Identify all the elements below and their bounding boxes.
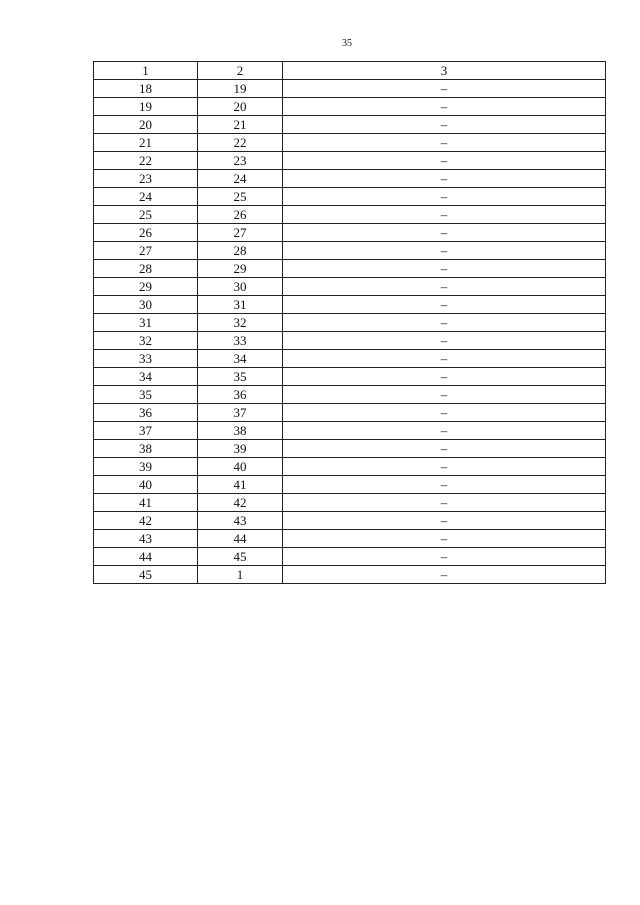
table-cell-col-3: –: [283, 548, 606, 566]
table-cell-col-3: –: [283, 566, 606, 584]
header-cell-col-3: 3: [283, 62, 606, 80]
table-cell-col-1: 18: [94, 80, 198, 98]
table-cell-col-3: –: [283, 188, 606, 206]
table-cell-col-2: 34: [198, 350, 283, 368]
table-cell-col-1: 34: [94, 368, 198, 386]
table-cell-col-2: 38: [198, 422, 283, 440]
table-cell-col-2: 36: [198, 386, 283, 404]
table-cell-col-3: –: [283, 440, 606, 458]
table-cell-col-3: –: [283, 422, 606, 440]
table-cell-col-2: 26: [198, 206, 283, 224]
table-row: [94, 368, 606, 386]
table-cell-col-2: 19: [198, 80, 283, 98]
table-cell-col-3: –: [283, 116, 606, 134]
table-row: [94, 440, 606, 458]
table-row: [94, 512, 606, 530]
table-row: [94, 422, 606, 440]
table-row: [94, 404, 606, 422]
table-cell-col-3: –: [283, 278, 606, 296]
table-row: [94, 386, 606, 404]
table-cell-col-1: 27: [94, 242, 198, 260]
table-cell-col-1: 35: [94, 386, 198, 404]
table-cell-col-3: –: [283, 386, 606, 404]
table-row: [94, 476, 606, 494]
table-cell-col-3: –: [283, 152, 606, 170]
table-cell-col-3: –: [283, 530, 606, 548]
table-cell-col-2: 1: [198, 566, 283, 584]
table-cell-col-1: 31: [94, 314, 198, 332]
table-row: [94, 350, 606, 368]
table-row: [94, 278, 606, 296]
table-cell-col-3: –: [283, 80, 606, 98]
table-cell-col-2: 22: [198, 134, 283, 152]
table-cell-col-1: 44: [94, 548, 198, 566]
table-cell-col-3: –: [283, 458, 606, 476]
page-number: 35: [342, 38, 352, 49]
table-cell-col-2: 31: [198, 296, 283, 314]
table-row: [94, 332, 606, 350]
table-body: [94, 62, 606, 584]
table-cell-col-1: 20: [94, 116, 198, 134]
table-cell-col-2: 32: [198, 314, 283, 332]
table-cell-col-1: 39: [94, 458, 198, 476]
table-cell-col-2: 41: [198, 476, 283, 494]
table-cell-col-2: 29: [198, 260, 283, 278]
table-cell-col-1: 21: [94, 134, 198, 152]
table-cell-col-1: 32: [94, 332, 198, 350]
table-cell-col-3: –: [283, 134, 606, 152]
table-cell-col-2: 27: [198, 224, 283, 242]
table-row: [94, 296, 606, 314]
table-cell-col-1: 41: [94, 494, 198, 512]
table-cell-col-1: 19: [94, 98, 198, 116]
table-cell-col-3: –: [283, 260, 606, 278]
table-cell-col-1: 36: [94, 404, 198, 422]
table-cell-col-2: 39: [198, 440, 283, 458]
table-row: [94, 98, 606, 116]
table-cell-col-3: –: [283, 404, 606, 422]
header-cell-col-1: 1: [94, 62, 198, 80]
table-cell-col-1: 43: [94, 530, 198, 548]
table-cell-col-3: –: [283, 296, 606, 314]
table-row: [94, 566, 606, 584]
table-cell-col-2: 33: [198, 332, 283, 350]
table-row: [94, 80, 606, 98]
table-cell-col-2: 43: [198, 512, 283, 530]
table-cell-col-3: –: [283, 368, 606, 386]
table-cell-col-1: 42: [94, 512, 198, 530]
data-table: [93, 61, 606, 584]
table-cell-col-2: 28: [198, 242, 283, 260]
table-cell-col-2: 25: [198, 188, 283, 206]
table-row: [94, 170, 606, 188]
table-cell-col-2: 45: [198, 548, 283, 566]
table-cell-col-3: –: [283, 98, 606, 116]
table-cell-col-3: –: [283, 242, 606, 260]
table-cell-col-1: 24: [94, 188, 198, 206]
table-cell-col-3: –: [283, 494, 606, 512]
table-cell-col-1: 38: [94, 440, 198, 458]
table-cell-col-3: –: [283, 512, 606, 530]
table-cell-col-2: 40: [198, 458, 283, 476]
table-cell-col-2: 35: [198, 368, 283, 386]
table-cell-col-2: 37: [198, 404, 283, 422]
table-cell-col-2: 30: [198, 278, 283, 296]
table-row: [94, 314, 606, 332]
table-row: [94, 260, 606, 278]
table-cell-col-3: –: [283, 350, 606, 368]
table-row: [94, 494, 606, 512]
table-header-row: [94, 62, 606, 80]
table-row: [94, 242, 606, 260]
table-cell-col-2: 24: [198, 170, 283, 188]
table-cell-col-1: 22: [94, 152, 198, 170]
table-cell-col-3: –: [283, 314, 606, 332]
table-cell-col-3: –: [283, 476, 606, 494]
table-cell-col-2: 20: [198, 98, 283, 116]
table-cell-col-1: 40: [94, 476, 198, 494]
table-cell-col-2: 44: [198, 530, 283, 548]
table-cell-col-3: –: [283, 170, 606, 188]
table-row: [94, 188, 606, 206]
table-row: [94, 548, 606, 566]
table-cell-col-1: 45: [94, 566, 198, 584]
header-cell-col-2: 2: [198, 62, 283, 80]
table-cell-col-1: 33: [94, 350, 198, 368]
table-cell-col-1: 23: [94, 170, 198, 188]
table-cell-col-1: 26: [94, 224, 198, 242]
table-cell-col-3: –: [283, 224, 606, 242]
table-row: [94, 224, 606, 242]
table-row: [94, 206, 606, 224]
table-cell-col-2: 21: [198, 116, 283, 134]
table-row: [94, 134, 606, 152]
table-cell-col-3: –: [283, 332, 606, 350]
table-row: [94, 458, 606, 476]
table-cell-col-2: 23: [198, 152, 283, 170]
table-cell-col-1: 30: [94, 296, 198, 314]
table-cell-col-2: 42: [198, 494, 283, 512]
table-row: [94, 116, 606, 134]
table-cell-col-1: 29: [94, 278, 198, 296]
table-cell-col-1: 28: [94, 260, 198, 278]
table-cell-col-1: 37: [94, 422, 198, 440]
table-row: [94, 530, 606, 548]
table-cell-col-1: 25: [94, 206, 198, 224]
table-cell-col-3: –: [283, 206, 606, 224]
table-row: [94, 152, 606, 170]
